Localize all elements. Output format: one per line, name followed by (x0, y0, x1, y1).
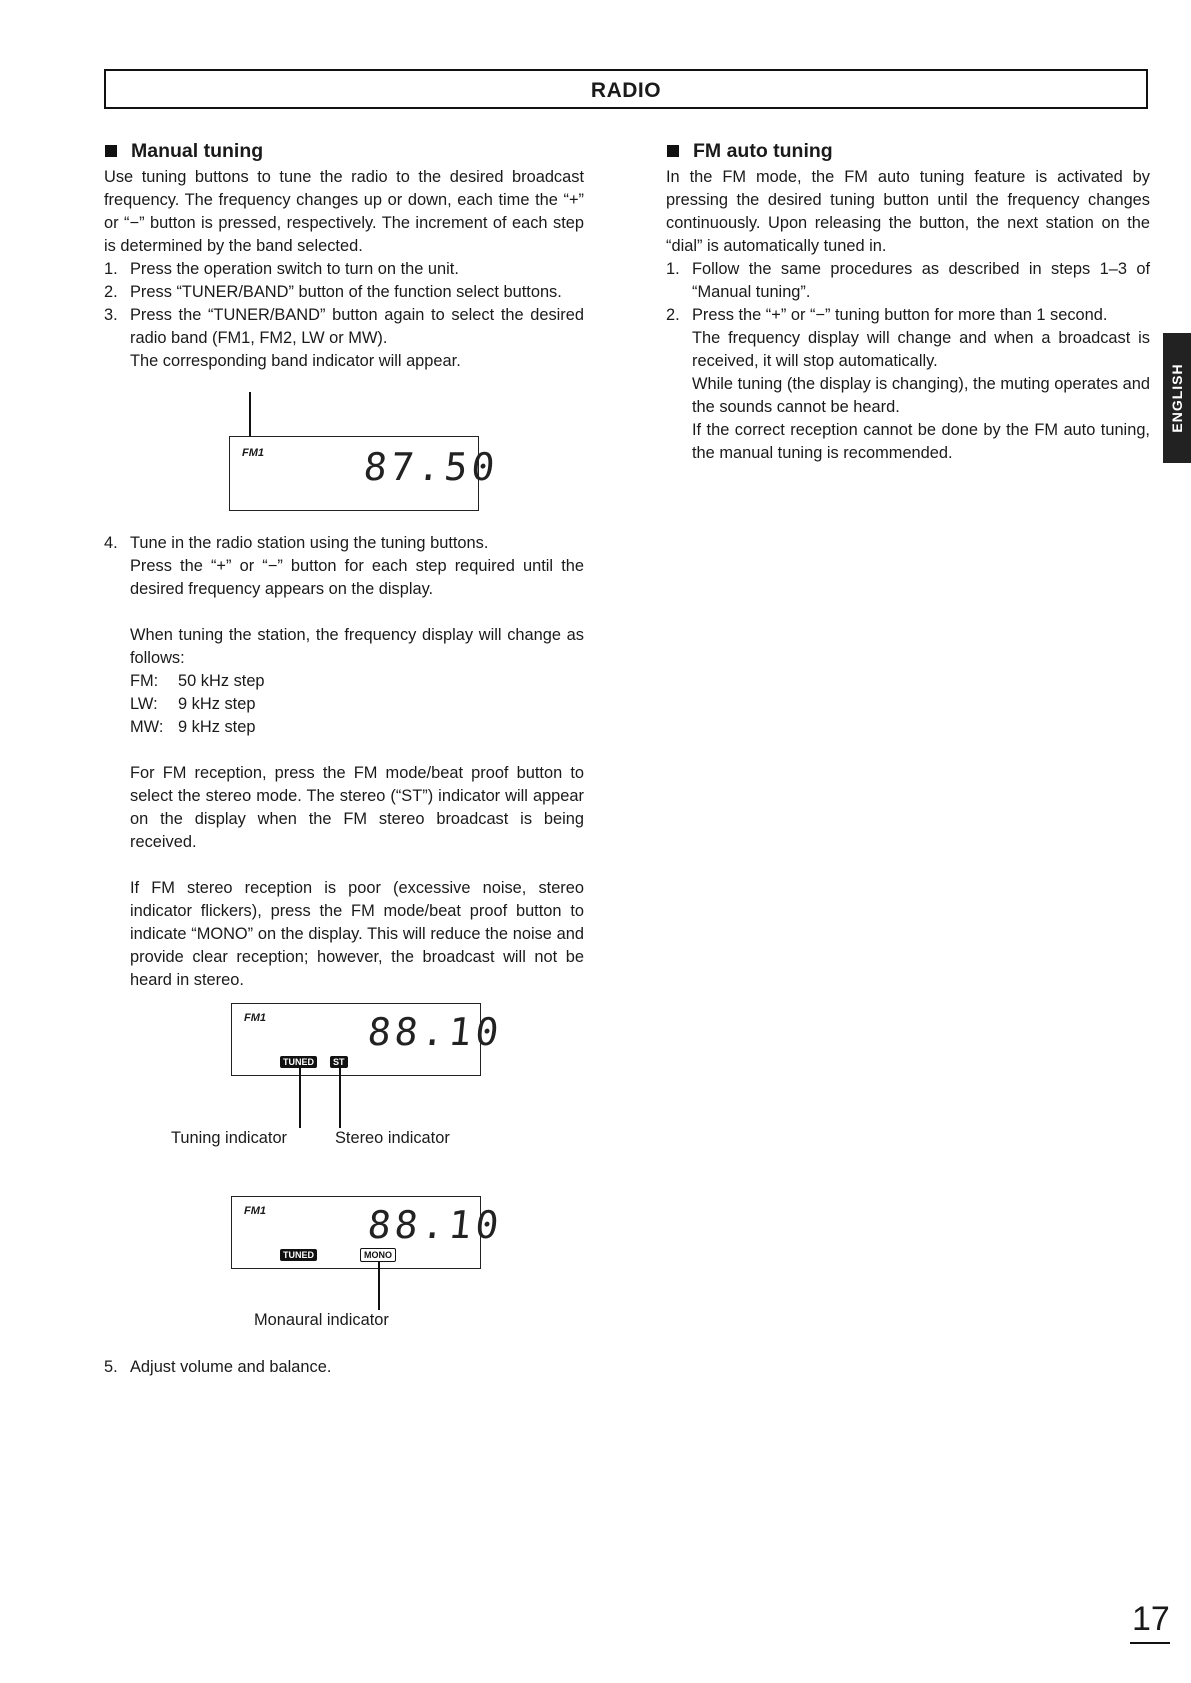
page-number-underline (1130, 1642, 1170, 1644)
monaural-indicator-pointer (378, 1262, 380, 1310)
lcd-band-label: FM1 (244, 1205, 266, 1217)
tuning-indicator-caption: Tuning indicator (171, 1129, 288, 1147)
tuned-tag: TUNED (280, 1056, 317, 1068)
step-5-block (104, 1356, 584, 1379)
band-indicator-pointer (249, 392, 251, 442)
step-3-note: The corresponding band indicator will appear. (130, 352, 461, 370)
step-4-note: Press the “+” or “−” button for each step required until the desired frequency appears on the display. (130, 557, 584, 598)
fm-auto-tuning-heading: FM auto tuning (666, 138, 1150, 164)
auto-note-3: If the correct reception cannot be done by the FM auto tuning, the manual tuning is recommended. (692, 421, 1150, 462)
fm-auto-tuning-section (666, 138, 1150, 465)
manual-tuning-intro: Use tuning buttons to tune the radio to the desired broadcast frequency. The frequency changes up or down, each time the “+” or “−” button is pressed, respectively. The increment of each step is determined by the band selected. (104, 168, 584, 255)
bullet-square-icon (105, 145, 117, 157)
step-3: 3. Press the “TUNER/BAND” button again to select the desired radio band (FM1, FM2, LW or MW). (104, 306, 584, 347)
language-tab (1163, 333, 1191, 463)
auto-note-2: While tuning (the display is changing), the muting operates and the sounds cannot be heard. (692, 375, 1150, 416)
tuning-indicator-pointer (299, 1068, 301, 1128)
freq-step-lw: LW: 9 kHz step (130, 695, 256, 713)
lcd-display-band (229, 436, 501, 511)
tuned-tag: TUNED (280, 1249, 317, 1261)
fm-stereo-paragraph: For FM reception, press the FM mode/beat proof button to select the stereo mode. The stereo (“ST”) indicator will appear on the display when the FM stereo broadcast is being received. (130, 764, 584, 851)
step-5: 5. Adjust volume and balance. (104, 1358, 332, 1376)
manual-tuning-heading: Manual tuning (104, 138, 584, 164)
fm-mono-paragraph: If FM stereo reception is poor (excessive noise, stereo indicator flickers), press the FM mode/beat proof button to indicate “MONO” on the display. This will reduce the noise and provide clear reception; however, the broadcast will not be heard in stereo. (130, 879, 584, 989)
lcd-band-label: FM1 (242, 447, 264, 459)
stereo-tag: ST (330, 1056, 348, 1068)
section-header (104, 69, 1148, 109)
lcd-band-label: FM1 (244, 1012, 266, 1024)
manual-tuning-continued (104, 532, 584, 992)
mono-tag: MONO (360, 1248, 396, 1262)
manual-tuning-section (104, 138, 584, 373)
step-4: 4. Tune in the radio station using the tuning buttons. (104, 534, 489, 552)
lcd-frequency: 88.10 (365, 1010, 505, 1054)
language-tab-label: ENGLISH (1169, 363, 1185, 433)
stereo-indicator-caption: Stereo indicator (335, 1129, 450, 1147)
auto-step-1: 1. Follow the same procedures as described in steps 1–3 of “Manual tuning”. (666, 260, 1150, 301)
bullet-square-icon (667, 145, 679, 157)
lcd-frequency: 87.50 (361, 445, 501, 489)
page-number: 17 (1132, 1600, 1170, 1638)
lcd-display-stereo (231, 1003, 505, 1076)
step-2: 2. Press “TUNER/BAND” button of the function select buttons. (104, 283, 562, 301)
section-title: RADIO (590, 79, 662, 102)
frequency-change-intro: When tuning the station, the frequency display will change as follows: (130, 626, 584, 667)
lcd-display-mono (231, 1196, 505, 1269)
stereo-indicator-pointer (339, 1068, 341, 1128)
auto-note-1: The frequency display will change and when a broadcast is received, it will stop automatically. (692, 329, 1150, 370)
auto-step-2: 2. Press the “+” or “−” tuning button for more than 1 second. (666, 306, 1108, 324)
freq-step-mw: MW: 9 kHz step (130, 718, 256, 736)
fm-auto-tuning-intro: In the FM mode, the FM auto tuning feature is activated by pressing the desired tuning button until the frequency changes continuously. Upon releasing the button, the next station on the “dial” is automatically tuned in. (666, 168, 1150, 255)
lcd-frequency: 88.10 (365, 1203, 505, 1247)
monaural-indicator-caption: Monaural indicator (254, 1311, 389, 1329)
step-1: 1. Press the operation switch to turn on the unit. (104, 260, 459, 278)
freq-step-fm: FM: 50 kHz step (130, 672, 265, 690)
